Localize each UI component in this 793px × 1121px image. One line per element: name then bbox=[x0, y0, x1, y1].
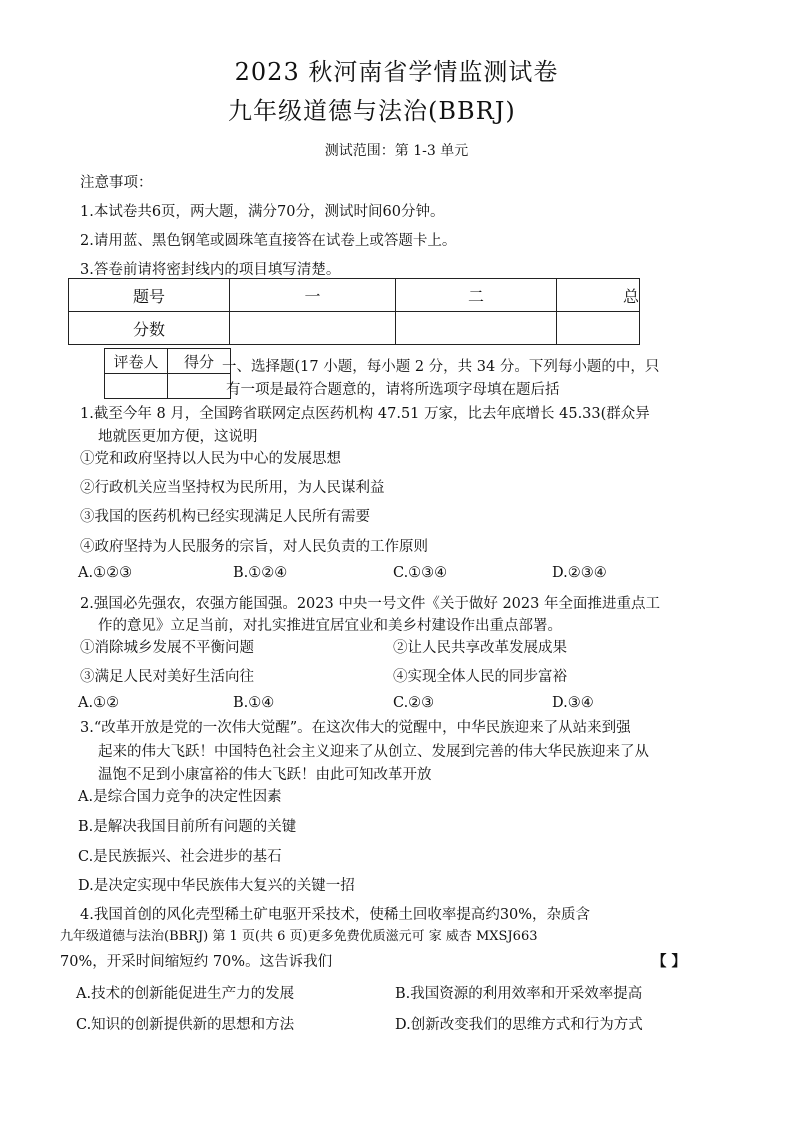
section-heading-line2: 有一项是最符合题意的，请将所选项字母填在题后括 bbox=[226, 382, 560, 398]
q3-option-a[interactable]: A.是综合国力竞争的决定性因素 bbox=[78, 789, 282, 805]
q4-option-b[interactable]: B.我国资源的利用效率和开采效率提高 bbox=[395, 986, 643, 1002]
q4-option-c[interactable]: C.知识的创新提供新的思想和方法 bbox=[76, 1017, 295, 1033]
q3-option-c[interactable]: C.是民族振兴、社会进步的基石 bbox=[78, 849, 282, 865]
q1-option-c[interactable]: C.①③④ bbox=[393, 565, 448, 581]
q4-option-a[interactable]: A.技术的创新能促进生产力的发展 bbox=[76, 986, 295, 1002]
score-table-row-label: 分数 bbox=[69, 312, 230, 345]
score-cell[interactable] bbox=[557, 312, 640, 345]
q2-statement-2: ②让人民共享改革发展成果 bbox=[393, 640, 567, 656]
q4-stem-line1: 4.我国首创的风化壳型稀土矿电驱开采技术，使稀土回收率提高约30%，杂质含 bbox=[80, 907, 591, 923]
q2-option-c[interactable]: C.②③ bbox=[393, 695, 435, 711]
q1-statement-4: ④政府坚持为人民服务的宗旨，对人民负责的工作原则 bbox=[80, 539, 428, 555]
answer-bracket[interactable]: 【 】 bbox=[652, 953, 687, 970]
notice-item-2: 2.请用蓝、黑色钢笔或圆珠笔直接答在试卷上或答题卡上。 bbox=[80, 233, 457, 249]
test-scope: 测试范围：第 1-3 单元 bbox=[324, 143, 469, 159]
section-heading-line1: 一、选择题(17 小题，每小题 2 分，共 34 分。下列每小题的中，只 bbox=[222, 359, 660, 375]
q1-option-d[interactable]: D.②③④ bbox=[552, 565, 607, 581]
score-table-header-cell: 题号 bbox=[69, 279, 230, 312]
q3-stem-line1: 3.“改革开放是党的一次伟大觉醒”。在这次伟大的觉醒中，中华民族迎来了从站来到强 bbox=[80, 720, 631, 736]
q2-statement-1: ①消除城乡发展不平衡问题 bbox=[80, 640, 254, 656]
q2-option-d[interactable]: D.③④ bbox=[552, 695, 594, 711]
q2-statement-3: ③满足人民对美好生活向往 bbox=[80, 669, 254, 685]
q2-stem-line2: 作的意见》立足当前，对扎实推进宜居宜业和美乡村建设作出重点部署。 bbox=[98, 618, 562, 634]
score-table-header-cell: 总 bbox=[557, 279, 640, 312]
exam-title: 2023 秋河南省学情监测试卷 bbox=[234, 58, 559, 86]
q1-option-b[interactable]: B.①②④ bbox=[233, 565, 288, 581]
q1-stem-tail: (群众异 bbox=[600, 406, 650, 422]
q3-option-b[interactable]: B.是解决我国目前所有问题的关键 bbox=[78, 819, 297, 835]
q1-statement-2: ②行政机关应当坚持权为民所用，为人民谋利益 bbox=[80, 480, 385, 496]
score-table-header-cell: 二 bbox=[396, 279, 557, 312]
exam-subtitle: 九年级道德与法治(BBRJ) bbox=[228, 97, 516, 125]
page-footer: 九年级道德与法治(BBRJ) 第 1 页(共 6 页)更多免费优质滋元可 家 威杏 MXSJ663 bbox=[60, 929, 538, 944]
q4-option-d[interactable]: D.创新改变我们的思维方式和行为方式 bbox=[395, 1017, 643, 1033]
q1-stem-main: 1.截至今年 8 月，全国跨省联网定点医药机构 47.51 万家，比去年底增长 45.33 bbox=[80, 406, 601, 422]
grader-header-cell: 评卷人 bbox=[105, 349, 168, 374]
q3-stem-line2: 起来的伟大飞跃！中国特色社会主义迎来了从创立、发展到完善的伟大华民族迎来了从 bbox=[98, 744, 649, 760]
score-table bbox=[68, 278, 640, 345]
q2-option-b[interactable]: B.①④ bbox=[233, 695, 275, 711]
q2-option-a[interactable]: A.①② bbox=[78, 695, 120, 711]
grader-cell[interactable] bbox=[168, 374, 231, 399]
notice-item-1: 1.本试卷共6页，两大题，满分70分，测试时间60分钟。 bbox=[80, 204, 445, 220]
q1-statement-1: ①党和政府坚持以人民为中心的发展思想 bbox=[80, 451, 341, 467]
q1-stem-line1 bbox=[80, 402, 650, 423]
q4-stem-line2: 70%，开采时间缩短约 70%。这告诉我们 bbox=[60, 954, 333, 970]
grader-cell[interactable] bbox=[105, 374, 168, 399]
q2-statement-4: ④实现全体人民的同步富裕 bbox=[393, 669, 567, 685]
q2-stem-line1: 2.强国必先强农，农强方能国强。2023 中央一号文件《关于做好 2023 年全面推进重点工 bbox=[80, 596, 660, 612]
q3-option-d[interactable]: D.是决定实现中华民族伟大复兴的关键一招 bbox=[78, 878, 355, 894]
q1-option-a[interactable]: A.①②③ bbox=[78, 565, 133, 581]
score-table-header-cell: 一 bbox=[230, 279, 396, 312]
score-cell[interactable] bbox=[230, 312, 396, 345]
notice-item-3: 3.答卷前请将密封线内的项目填写清楚。 bbox=[80, 262, 341, 278]
q1-stem-line2: 地就医更加方便，这说明 bbox=[98, 429, 258, 445]
grader-header-cell: 得分 bbox=[168, 349, 231, 374]
notice-heading: 注意事项： bbox=[80, 175, 153, 191]
grader-table bbox=[104, 348, 231, 399]
score-cell[interactable] bbox=[396, 312, 557, 345]
q1-statement-3: ③我国的医药机构已经实现满足人民所有需要 bbox=[80, 509, 370, 525]
q3-stem-line3: 温饱不足到小康富裕的伟大飞跃！由此可知改革开放 bbox=[98, 767, 432, 783]
